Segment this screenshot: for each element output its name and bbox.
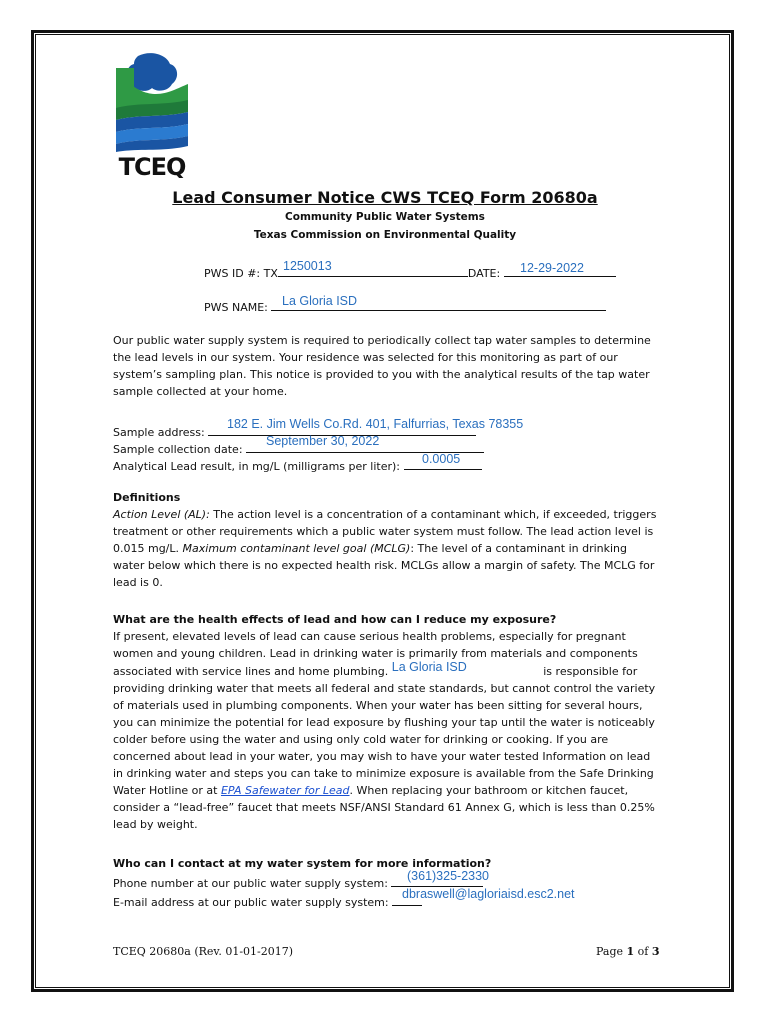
page-number — [596, 945, 660, 958]
page-prefix: Page — [596, 945, 627, 958]
pws-id-value: 1250013 — [283, 259, 332, 273]
lead-result-value: 0.0005 — [422, 452, 461, 466]
contact-heading: Who can I contact at my water system for more information? — [113, 857, 492, 870]
sample-date-value: September 30, 2022 — [266, 434, 380, 448]
intro-paragraph — [113, 332, 658, 400]
definitions-heading: Definitions — [113, 491, 181, 504]
sample-address-label: Sample address: — [113, 426, 205, 439]
pws-name-row — [204, 298, 606, 314]
page-mid: of — [634, 945, 652, 958]
mclg-term: Maximum contaminant level goal (MCLG) — [182, 542, 411, 555]
page-current: 1 — [626, 945, 635, 958]
form-subtitle-2: Texas Commission on Environmental Quality — [253, 229, 517, 241]
form-subtitle-1: Community Public Water Systems — [285, 211, 485, 223]
date-label: DATE: — [467, 267, 501, 280]
pws-name-value: La Gloria ISD — [282, 294, 358, 308]
sample-date-label: Sample collection date: — [113, 443, 243, 456]
system-name-value: La Gloria ISD — [391, 660, 467, 674]
health-text-a: If present, elevated levels of lead can cause serious health problems, especially for pregnant women and young children. Lead in drinking water is primarily from materials and components associated with service lines and home plumbing. — [113, 630, 638, 678]
mclg-text: : The level of a contaminant in drinking water below which there is no expected health risk. MCLGs allow a margin of safety. The MCLG for lead is 0. — [113, 542, 655, 589]
health-text — [113, 628, 658, 833]
definitions-text — [113, 506, 658, 591]
epa-safewater-link[interactable]: EPA Safewater for Lead — [220, 784, 350, 797]
email-label: E-mail address at our public water supply system: — [113, 896, 389, 909]
phone-label: Phone number at our public water supply system: — [113, 877, 388, 890]
health-text-c: . When replacing your bathroom or kitchen faucet, consider a “lead-free” faucet that meets NSF/ANSI Standard 61 Annex G, which is less than 0.25% lead by weight. — [113, 784, 655, 831]
form-title: Lead Consumer Notice CWS TCEQ Form 20680a — [172, 188, 598, 207]
action-level-term: Action Level (AL): — [113, 508, 210, 521]
health-section — [113, 611, 658, 833]
lead-result-label: Analytical Lead result, in mg/L (milligrams per liter): — [113, 460, 401, 473]
email-value: dbraswell@lagloriaisd.esc2.net — [402, 887, 575, 901]
health-heading: What are the health effects of lead and how can I reduce my exposure? — [113, 613, 557, 626]
definitions-section — [113, 489, 658, 591]
phone-value: (361)325-2330 — [407, 869, 490, 883]
intro-text: Our public water supply system is required to periodically collect tap water samples to determine the lead levels in our system. Your residence was selected for this monitoring as part of our system’s sampling plan. This notice is provided to you with the analytical results of the tap water sample collected at your home. — [113, 334, 651, 398]
email-row — [113, 893, 422, 909]
form-revision: TCEQ 20680a (Rev. 01-01-2017) — [113, 945, 294, 958]
pws-id-label: PWS ID #: TX — [204, 267, 278, 280]
sample-address-value: 182 E. Jim Wells Co.Rd. 401, Falfurrias, Texas 78355 — [227, 417, 524, 431]
contact-section — [113, 855, 658, 872]
action-level-text: The action level is a concentration of a contaminant which, if exceeded, triggers treatment or other requirements which a public water system must follow. The lead action level is 0.015 mg/L. — [113, 508, 657, 555]
system-name-field[interactable] — [392, 662, 540, 675]
page-total: 3 — [651, 945, 660, 958]
pws-name-label: PWS NAME: — [204, 301, 268, 314]
logo-text: TCEQ — [118, 153, 186, 178]
health-text-b: is responsible for providing drinking water that meets all federal and state standards, but cannot control the variety of materials used in plumbing components. When your water has been sitting for several hours, you can minimize the potential for lead exposure by flushing your tap until the water is noticeably colder before using the water and using only cold water for drinking or cooking. If you are concerned about lead in your water, you may wish to have your water tested Information on lead in drinking water and steps you can take to minimize exposure is available from the Safe Drinking Water Hotline or at — [113, 665, 656, 797]
tceq-logo — [108, 48, 190, 178]
date-value: 12-29-2022 — [520, 261, 584, 275]
